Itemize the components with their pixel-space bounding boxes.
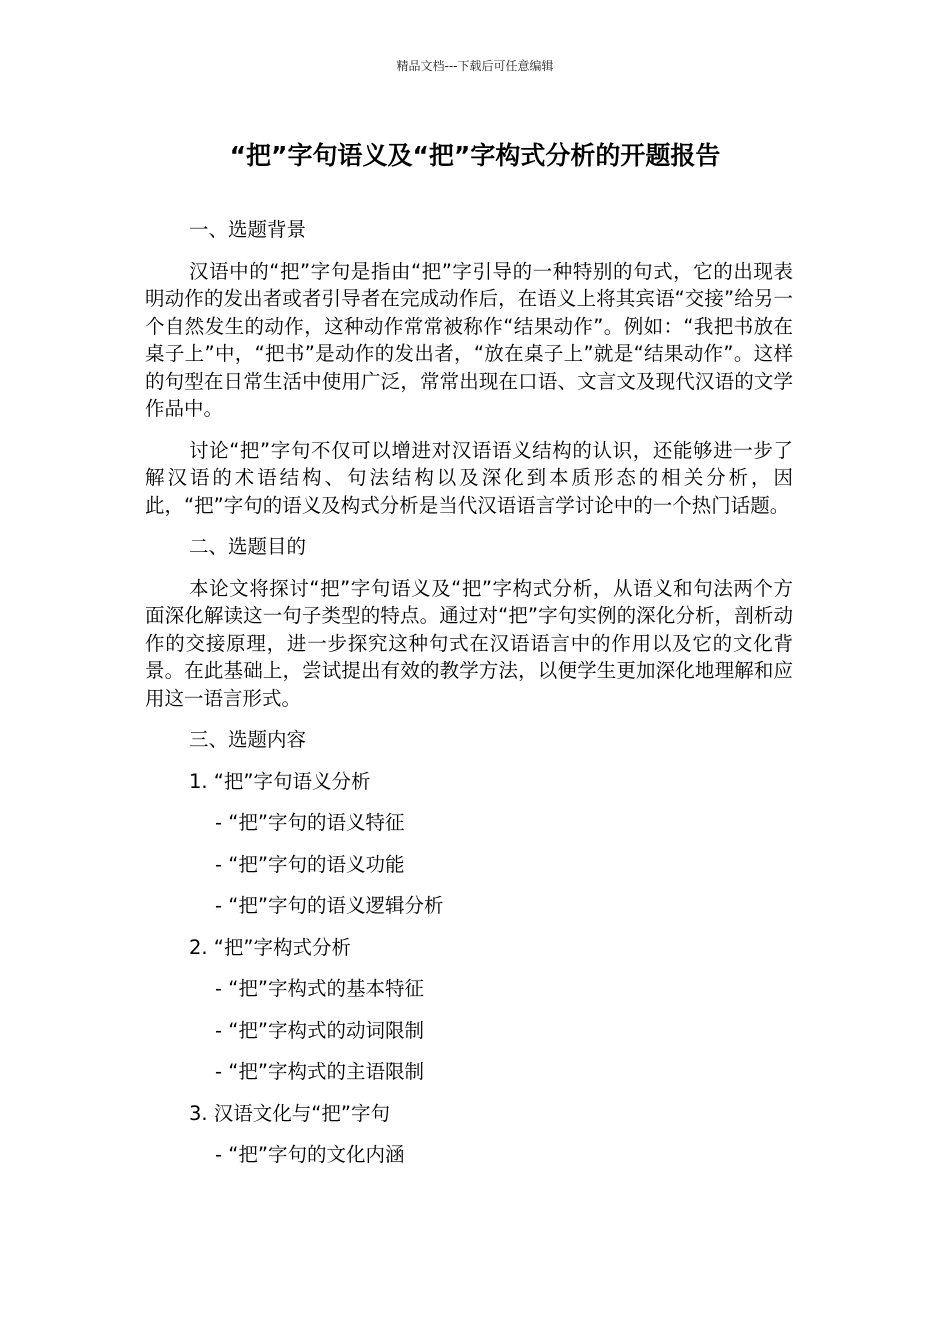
page-header: 精品文档---下载后可任意编辑 xyxy=(396,59,554,73)
outline-group-construction xyxy=(145,934,793,1086)
outline-subitem: - “把”字构式的主语限制 xyxy=(215,1060,424,1083)
outline-subitem: - “把”字句的语义逻辑分析 xyxy=(215,894,444,917)
outline-subitem: - “把”字句的文化内涵 xyxy=(215,1143,405,1166)
outline-sublist-construction xyxy=(145,975,793,1086)
outline-group-semantics xyxy=(145,768,793,920)
outline-sublist-culture xyxy=(145,1141,793,1169)
outline-item-semantics: 1. “把”字句语义分析 xyxy=(189,769,371,793)
outline-subitem: - “把”字构式的基本特征 xyxy=(215,977,424,1000)
outline-sublist-semantics xyxy=(145,809,793,920)
purpose-paragraph-1: 本论文将探讨“把”字句语义及“把”字构式分析，从语义和句法两个方面深化解读这一句子类型的特点。通过对“把”字句实例的深化分析，剖析动作的交接原理，进一步探究这种句式在汉语语言中的作用以及它的文化背景。在此基础上，尝试提出有效的教学方法，以便学生更加深化地理解和应用这一语言形式。 xyxy=(145,576,793,710)
outline-item-culture: 3. 汉语文化与“把”字句 xyxy=(189,1101,391,1125)
outline-subitem: - “把”字句的语义功能 xyxy=(215,852,405,876)
section-heading-purpose: 二、选题目的 xyxy=(189,535,307,558)
section-heading-content: 三、选题内容 xyxy=(189,728,307,751)
document-body xyxy=(145,216,793,1183)
outline-subitem: - “把”字构式的动词限制 xyxy=(215,1018,424,1042)
outline-group-culture xyxy=(145,1100,793,1169)
document-title: “把”字句语义及“把”字构式分析的开题报告 xyxy=(229,141,721,170)
section-heading-background: 一、选题背景 xyxy=(189,218,307,241)
outline-item-construction: 2. “把”字构式分析 xyxy=(189,935,352,959)
outline-subitem: - “把”字句的语义特征 xyxy=(215,811,405,834)
content-outline xyxy=(145,768,793,1169)
background-paragraph-2: 讨论“把”字句不仅可以增进对汉语语义结构的认识，还能够进一步了解汉语的术语结构、句法结构以及深化到本质形态的相关分析，因此，“把”字句的语义及构式分析是当代汉语语言学讨论中的一个热门话题。 xyxy=(145,438,793,517)
background-paragraph-1: 汉语中的“把”字句是指由“把”字引导的一种特别的句式，它的出现表明动作的发出者或者引导者在完成动作后，在语义上将其宾语“交接”给另一个自然发生的动作，这种动作常常被称作“结果动作”。例如：“我把书放在桌子上”中，“把书”是动作的发出者，“放在桌子上”就是“结果动作”。这样的句型在日常生活中使用广泛，常常出现在口语、文言文及现代汉语的文学作品中。 xyxy=(145,259,793,420)
